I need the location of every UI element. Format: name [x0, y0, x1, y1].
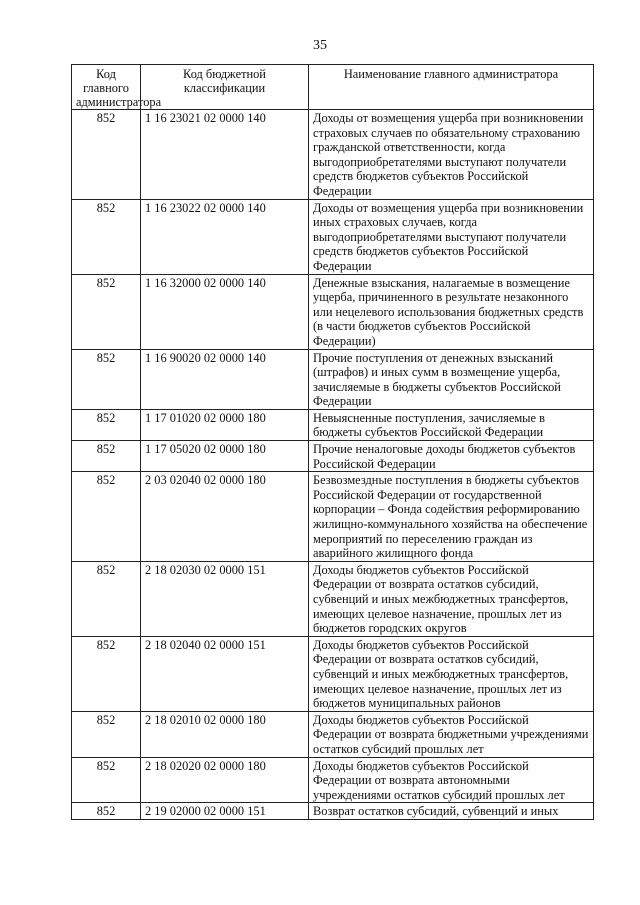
cell-budget-code: 2 18 02040 02 0000 151 — [141, 636, 309, 711]
cell-admin-code: 852 — [72, 472, 141, 562]
cell-admin-code: 852 — [72, 711, 141, 757]
cell-budget-code: 2 18 02030 02 0000 151 — [141, 561, 309, 636]
cell-budget-code: 2 18 02020 02 0000 180 — [141, 757, 309, 803]
budget-admin-table — [71, 64, 594, 820]
page-number: 35 — [313, 38, 327, 53]
header-admin-name: Наименование главного администратора — [309, 65, 594, 110]
table-row — [72, 561, 594, 636]
cell-admin-name: Доходы от возмещения ущерба при возникновении страховых случаев по обязательному страхованию гражданской ответственности, когда выгодоприобретателями выступают получатели средств бюджетов субъектов Российской Федерации — [309, 110, 594, 200]
cell-budget-code: 1 17 01020 02 0000 180 — [141, 409, 309, 440]
table-row — [72, 199, 594, 274]
cell-admin-name: Доходы бюджетов субъектов Российской Федерации от возврата остатков субсидий, субвенций и иных межбюджетных трансфертов, имеющих целевое назначение, прошлых лет из бюджетов городских округов — [309, 561, 594, 636]
table-header-row — [72, 65, 594, 110]
cell-admin-name: Прочие поступления от денежных взысканий (штрафов) и иных сумм в возмещение ущерба, зачисляемые в бюджеты субъектов Российской Федерации — [309, 349, 594, 409]
cell-budget-code: 1 16 23021 02 0000 140 — [141, 110, 309, 200]
table-row — [72, 757, 594, 803]
cell-admin-name: Возврат остатков субсидий, субвенций и иных — [309, 803, 594, 820]
header-admin-code: Код главного администратора — [72, 65, 141, 110]
cell-budget-code: 1 16 23022 02 0000 140 — [141, 199, 309, 274]
cell-admin-code: 852 — [72, 199, 141, 274]
cell-admin-name: Безвозмездные поступления в бюджеты субъектов Российской Федерации от государственной корпорации – Фонда содействия реформированию жилищно-коммунального хозяйства на обеспечение мероприятий по переселению граждан из аварийного жилищного фонда — [309, 472, 594, 562]
cell-admin-name: Доходы от возмещения ущерба при возникновении иных страховых случаев, когда выгодоприобретателями выступают получатели средств бюджетов субъектов Российской Федерации — [309, 199, 594, 274]
table-row — [72, 711, 594, 757]
cell-admin-name: Доходы бюджетов субъектов Российской Федерации от возврата остатков субсидий, субвенций и иных межбюджетных трансфертов, имеющих целевое назначение, прошлых лет из бюджетов муниципальных районов — [309, 636, 594, 711]
table-row — [72, 803, 594, 820]
table-row — [72, 274, 594, 349]
cell-admin-name: Денежные взыскания, налагаемые в возмещение ущерба, причиненного в результате незаконного или нецелевого использования бюджетных средств (в части бюджетов субъектов Российской Федерации) — [309, 274, 594, 349]
table-body — [72, 110, 594, 820]
cell-budget-code: 1 16 90020 02 0000 140 — [141, 349, 309, 409]
cell-admin-name: Доходы бюджетов субъектов Российской Федерации от возврата бюджетными учреждениями остатков субсидий прошлых лет — [309, 711, 594, 757]
table-row — [72, 409, 594, 440]
cell-admin-name: Невыясненные поступления, зачисляемые в бюджеты субъектов Российской Федерации — [309, 409, 594, 440]
cell-budget-code: 1 16 32000 02 0000 140 — [141, 274, 309, 349]
cell-budget-code: 2 03 02040 02 0000 180 — [141, 472, 309, 562]
cell-admin-code: 852 — [72, 757, 141, 803]
table-row — [72, 472, 594, 562]
cell-admin-code: 852 — [72, 803, 141, 820]
table-row — [72, 441, 594, 472]
table-row — [72, 110, 594, 200]
cell-admin-code: 852 — [72, 561, 141, 636]
cell-admin-name: Прочие неналоговые доходы бюджетов субъектов Российской Федерации — [309, 441, 594, 472]
cell-budget-code: 1 17 05020 02 0000 180 — [141, 441, 309, 472]
cell-admin-code: 852 — [72, 110, 141, 200]
cell-admin-code: 852 — [72, 636, 141, 711]
cell-admin-code: 852 — [72, 349, 141, 409]
cell-budget-code: 2 18 02010 02 0000 180 — [141, 711, 309, 757]
cell-admin-code: 852 — [72, 274, 141, 349]
table-row — [72, 349, 594, 409]
cell-budget-code: 2 19 02000 02 0000 151 — [141, 803, 309, 820]
cell-admin-code: 852 — [72, 441, 141, 472]
cell-admin-name: Доходы бюджетов субъектов Российской Федерации от возврата автономными учреждениями остатков субсидий прошлых лет — [309, 757, 594, 803]
cell-admin-code: 852 — [72, 409, 141, 440]
header-budget-code: Код бюджетной классификации — [141, 65, 309, 110]
table-row — [72, 636, 594, 711]
